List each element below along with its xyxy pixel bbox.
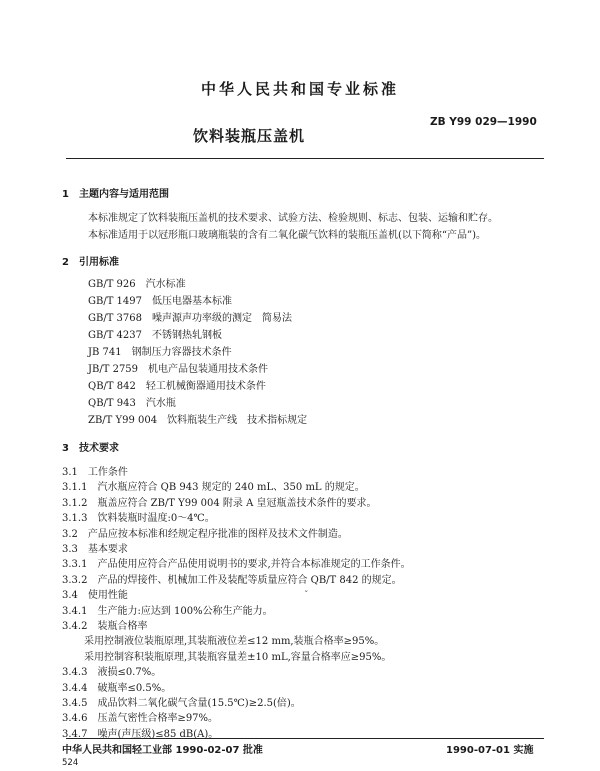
section-1-paragraph-1: 本标准规定了饮料装瓶压盖机的技术要求、试验方法、检验规则、标志、包装、运输和贮存。 bbox=[88, 213, 498, 224]
document-title: 饮料装瓶压盖机 bbox=[193, 127, 306, 145]
reference-code: GB/T 926 bbox=[88, 279, 136, 290]
standard-code: ZB Y99 029—1990 bbox=[430, 116, 537, 128]
reference-code: QB/T 842 bbox=[88, 381, 136, 392]
reference-code: GB/T 3768 bbox=[88, 313, 143, 324]
clause-3-4-6: 3.4.6 压盖气密性合格率≥97%。 bbox=[62, 713, 219, 725]
reference-item bbox=[88, 292, 232, 307]
clause-3-4: 3.4 使用性能 bbox=[62, 590, 128, 602]
reference-title: 不锈钢热轧钢板 bbox=[152, 330, 223, 341]
clause-3-1-3: 3.1.3 饮料装瓶时温度:0～4℃。 bbox=[62, 513, 215, 525]
implementation-date: 1990-07-01 实施 bbox=[446, 745, 534, 756]
margin-tick-mark: ˇ bbox=[304, 591, 309, 601]
reference-item bbox=[88, 394, 176, 409]
clause-3-4-7: 3.4.7 噪声(声压级)≤85 dB(A)。 bbox=[62, 728, 219, 740]
reference-code: ZB/T Y99 004 bbox=[88, 415, 158, 426]
reference-title: 饮料瓶装生产线 技术指标规定 bbox=[167, 415, 308, 426]
clause-3-4-2-para-2: 采用控制容积装瓶原理,其装瓶容量差±10 mL,容量合格率应≥95%。 bbox=[74, 651, 392, 663]
reference-title: 汽水瓶 bbox=[145, 398, 176, 409]
approval-statement: 中华人民共和国轻工业部 1990-02-07 批准 bbox=[62, 745, 263, 756]
reference-title: 低压电器基本标准 bbox=[152, 296, 233, 307]
reference-code: QB/T 943 bbox=[88, 398, 136, 409]
clause-3-4-1: 3.4.1 生产能力:应达到 100%公称生产能力。 bbox=[62, 605, 273, 617]
reference-code: GB/T 1497 bbox=[88, 296, 143, 307]
reference-item bbox=[88, 309, 292, 324]
header-rule bbox=[66, 158, 544, 159]
reference-item bbox=[88, 275, 186, 290]
org-title: 中华人民共和国专业标准 bbox=[200, 80, 399, 98]
clause-3-4-5: 3.4.5 成品饮料二氧化碳气含量(15.5℃)≥2.5(倍)。 bbox=[62, 698, 301, 709]
reference-code: GB/T 4237 bbox=[88, 330, 143, 341]
clause-3-1: 3.1 工作条件 bbox=[62, 467, 128, 478]
clause-3-2: 3.2 产品应按本标准和经规定程序批准的图样及技术文件制造。 bbox=[62, 528, 348, 540]
reference-title: 轻工机械衡器通用技术条件 bbox=[145, 381, 266, 392]
clause-3-3-1: 3.3.1 产品使用应符合产品使用说明书的要求,并符合本标准规定的工作条件。 bbox=[62, 559, 411, 571]
reference-title: 机电产品包装通用技术条件 bbox=[148, 364, 269, 375]
reference-item bbox=[88, 326, 222, 341]
reference-title: 噪声源声功率级的测定 简易法 bbox=[152, 313, 293, 324]
clause-3-4-2-para-1: 采用控制液位装瓶原理,其装瓶液位差≤12 mm,装瓶合格率≥95%。 bbox=[74, 636, 385, 648]
page-number: 524 bbox=[62, 758, 79, 768]
section-1-heading: 1 主题内容与适用范围 bbox=[62, 189, 169, 200]
reference-item bbox=[88, 360, 268, 375]
section-1-paragraph-2: 本标准适用于以冠形瓶口玻璃瓶装的含有二氧化碳气饮料的装瓶压盖机(以下简称“产品”)。 bbox=[88, 230, 487, 241]
clause-3-4-4: 3.4.4 破瓶率≤0.5%。 bbox=[62, 682, 172, 694]
reference-code: JB/T 2759 bbox=[88, 364, 139, 375]
clause-3-3: 3.3 基本要求 bbox=[62, 544, 128, 555]
clause-3-1-1: 3.1.1 汽水瓶应符合 QB 943 规定的 240 mL、350 mL 的规定。 bbox=[62, 482, 365, 494]
reference-title: 钢制压力容器技术条件 bbox=[131, 347, 232, 358]
reference-item bbox=[88, 343, 232, 358]
reference-title: 汽水标准 bbox=[145, 279, 186, 290]
reference-code: JB 741 bbox=[88, 347, 122, 358]
reference-item bbox=[88, 377, 266, 392]
clause-3-3-2: 3.3.2 产品的焊接件、机械加工件及装配等质量应符合 QB/T 842 的规定。 bbox=[62, 574, 402, 586]
section-2-heading: 2 引用标准 bbox=[62, 257, 119, 268]
reference-item bbox=[88, 411, 307, 426]
clause-3-4-2: 3.4.2 装瓶合格率 bbox=[62, 621, 148, 632]
clause-3-4-3: 3.4.3 液损≤0.7%。 bbox=[62, 667, 162, 679]
clause-3-1-2: 3.1.2 瓶盖应符合 ZB/T Y99 004 附录 A 皇冠瓶盖技术条件的要求。 bbox=[62, 497, 377, 509]
section-3-heading: 3 技术要求 bbox=[62, 443, 119, 454]
